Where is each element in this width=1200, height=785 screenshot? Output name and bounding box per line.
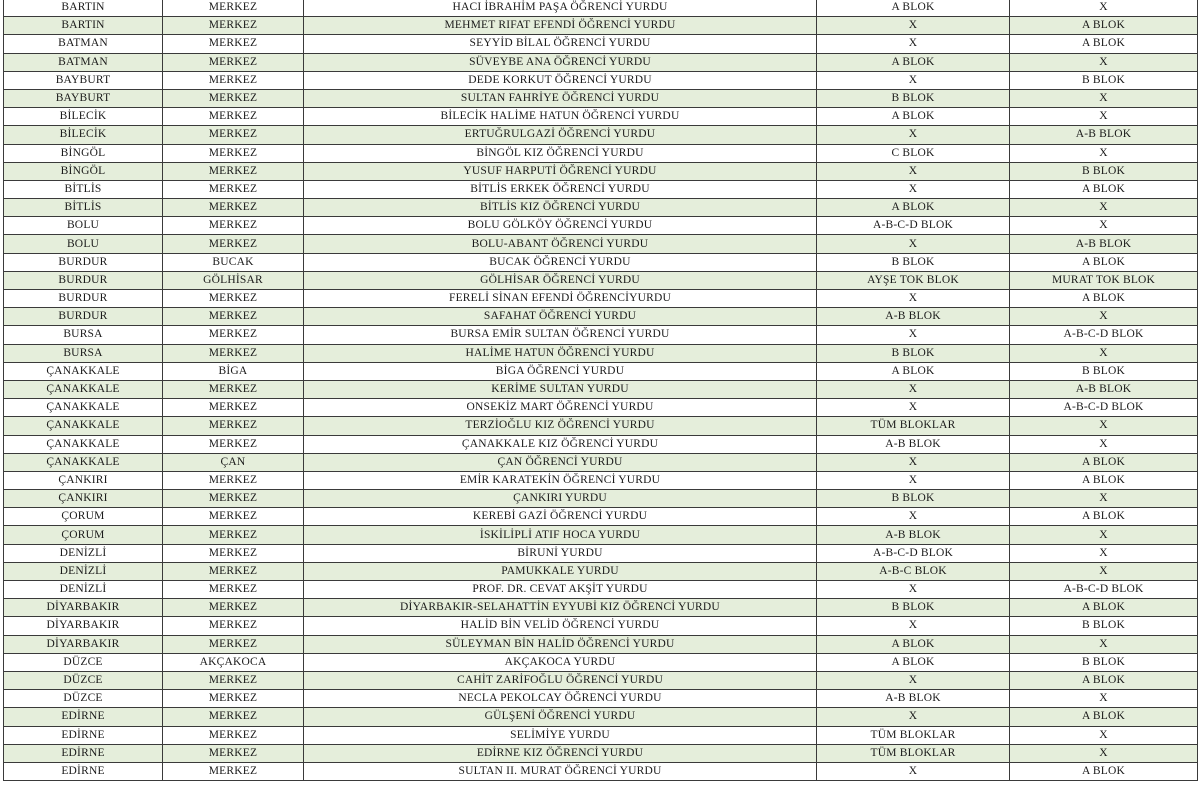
- city-cell: BİTLİS: [4, 199, 163, 217]
- table-row: [4, 17, 1198, 35]
- district-cell: MERKEZ: [163, 526, 304, 544]
- block-col-b-cell: X: [1010, 217, 1198, 235]
- city-cell: ÇORUM: [4, 508, 163, 526]
- city-cell: DENİZLİ: [4, 562, 163, 580]
- city-cell: DENİZLİ: [4, 544, 163, 562]
- dormitory-name-cell: GÜLŞENİ ÖĞRENCİ YURDU: [304, 708, 817, 726]
- dormitory-name-cell: SAFAHAT ÖĞRENCİ YURDU: [304, 308, 817, 326]
- table-row: [4, 235, 1198, 253]
- block-col-b-cell: X: [1010, 544, 1198, 562]
- table-row: [4, 126, 1198, 144]
- city-cell: ÇANAKKALE: [4, 380, 163, 398]
- table-row: [4, 417, 1198, 435]
- district-cell: BUCAK: [163, 253, 304, 271]
- block-col-b-cell: A BLOK: [1010, 17, 1198, 35]
- table-row: [4, 380, 1198, 398]
- city-cell: BURDUR: [4, 253, 163, 271]
- district-cell: MERKEZ: [163, 581, 304, 599]
- table-row: [4, 290, 1198, 308]
- block-col-b-cell: A BLOK: [1010, 453, 1198, 471]
- block-col-a-cell: C BLOK: [817, 144, 1010, 162]
- district-cell: MERKEZ: [163, 162, 304, 180]
- block-col-b-cell: A BLOK: [1010, 508, 1198, 526]
- block-col-a-cell: TÜM BLOKLAR: [817, 417, 1010, 435]
- district-cell: MERKEZ: [163, 344, 304, 362]
- block-col-b-cell: X: [1010, 108, 1198, 126]
- city-cell: EDİRNE: [4, 708, 163, 726]
- dormitory-name-cell: EMİR KARATEKİN ÖĞRENCİ YURDU: [304, 471, 817, 489]
- district-cell: MERKEZ: [163, 199, 304, 217]
- city-cell: BURSA: [4, 326, 163, 344]
- dormitory-name-cell: GÖLHİSAR ÖĞRENCİ YURDU: [304, 271, 817, 289]
- block-col-a-cell: B BLOK: [817, 253, 1010, 271]
- block-col-a-cell: TÜM BLOKLAR: [817, 726, 1010, 744]
- dormitory-name-cell: BİRUNİ YURDU: [304, 544, 817, 562]
- block-col-a-cell: X: [817, 581, 1010, 599]
- block-col-b-cell: A BLOK: [1010, 708, 1198, 726]
- district-cell: MERKEZ: [163, 708, 304, 726]
- block-col-a-cell: A-B-C-D BLOK: [817, 544, 1010, 562]
- district-cell: MERKEZ: [163, 290, 304, 308]
- block-col-b-cell: B BLOK: [1010, 617, 1198, 635]
- dormitory-name-cell: NECLA PEKOLCAY ÖĞRENCİ YURDU: [304, 690, 817, 708]
- dormitory-name-cell: SEYYİD BİLAL ÖĞRENCİ YURDU: [304, 35, 817, 53]
- block-col-a-cell: X: [817, 708, 1010, 726]
- block-col-b-cell: X: [1010, 526, 1198, 544]
- dormitory-name-cell: BİNGÖL KIZ ÖĞRENCİ YURDU: [304, 144, 817, 162]
- dormitory-name-cell: İSKİLİPLİ ATIF HOCA YURDU: [304, 526, 817, 544]
- district-cell: MERKEZ: [163, 726, 304, 744]
- table-row: [4, 653, 1198, 671]
- block-col-a-cell: A-B BLOK: [817, 690, 1010, 708]
- dormitory-table: [3, 0, 1198, 781]
- block-col-b-cell: A BLOK: [1010, 180, 1198, 198]
- block-col-a-cell: X: [817, 126, 1010, 144]
- block-col-a-cell: A-B-C BLOK: [817, 562, 1010, 580]
- table-row: [4, 581, 1198, 599]
- table-row: [4, 490, 1198, 508]
- table-row: [4, 744, 1198, 762]
- block-col-a-cell: AYŞE TOK BLOK: [817, 271, 1010, 289]
- block-col-b-cell: A-B BLOK: [1010, 380, 1198, 398]
- district-cell: MERKEZ: [163, 599, 304, 617]
- dormitory-name-cell: ÇANKIRI YURDU: [304, 490, 817, 508]
- dormitory-name-cell: PAMUKKALE YURDU: [304, 562, 817, 580]
- table-row: [4, 599, 1198, 617]
- city-cell: BİLECİK: [4, 108, 163, 126]
- city-cell: BİNGÖL: [4, 144, 163, 162]
- block-col-b-cell: X: [1010, 562, 1198, 580]
- block-col-a-cell: X: [817, 180, 1010, 198]
- block-col-b-cell: X: [1010, 435, 1198, 453]
- block-col-a-cell: A-B-C-D BLOK: [817, 217, 1010, 235]
- block-col-b-cell: B BLOK: [1010, 362, 1198, 380]
- district-cell: MERKEZ: [163, 762, 304, 780]
- block-col-a-cell: A BLOK: [817, 53, 1010, 71]
- city-cell: EDİRNE: [4, 762, 163, 780]
- district-cell: MERKEZ: [163, 108, 304, 126]
- city-cell: BURSA: [4, 344, 163, 362]
- district-cell: MERKEZ: [163, 53, 304, 71]
- block-col-a-cell: A BLOK: [817, 0, 1010, 17]
- dormitory-name-cell: KEREBİ GAZİ ÖĞRENCİ YURDU: [304, 508, 817, 526]
- block-col-b-cell: A-B-C-D BLOK: [1010, 326, 1198, 344]
- district-cell: MERKEZ: [163, 435, 304, 453]
- table-row: [4, 253, 1198, 271]
- city-cell: DÜZCE: [4, 653, 163, 671]
- block-col-a-cell: X: [817, 326, 1010, 344]
- dormitory-name-cell: HACI İBRAHİM PAŞA ÖĞRENCİ YURDU: [304, 0, 817, 17]
- dormitory-name-cell: BOLU-ABANT ÖĞRENCİ YURDU: [304, 235, 817, 253]
- table-row: [4, 708, 1198, 726]
- dormitory-name-cell: BİGA ÖĞRENCİ YURDU: [304, 362, 817, 380]
- block-col-a-cell: X: [817, 235, 1010, 253]
- city-cell: BOLU: [4, 235, 163, 253]
- block-col-a-cell: X: [817, 399, 1010, 417]
- block-col-a-cell: X: [817, 71, 1010, 89]
- table-row: [4, 89, 1198, 107]
- city-cell: ÇANAKKALE: [4, 362, 163, 380]
- table-row: [4, 671, 1198, 689]
- block-col-b-cell: A BLOK: [1010, 471, 1198, 489]
- block-col-b-cell: X: [1010, 417, 1198, 435]
- dormitory-name-cell: ERTUĞRULGAZİ ÖĞRENCİ YURDU: [304, 126, 817, 144]
- block-col-a-cell: A-B BLOK: [817, 526, 1010, 544]
- dormitory-name-cell: PROF. DR. CEVAT AKŞİT YURDU: [304, 581, 817, 599]
- block-col-a-cell: X: [817, 671, 1010, 689]
- table-row: [4, 362, 1198, 380]
- table-row: [4, 180, 1198, 198]
- block-col-b-cell: X: [1010, 635, 1198, 653]
- dormitory-name-cell: BİTLİS ERKEK ÖĞRENCİ YURDU: [304, 180, 817, 198]
- city-cell: DİYARBAKIR: [4, 617, 163, 635]
- block-col-a-cell: A-B BLOK: [817, 435, 1010, 453]
- dormitory-table-body: [4, 0, 1198, 781]
- district-cell: MERKEZ: [163, 490, 304, 508]
- block-col-b-cell: A-B BLOK: [1010, 126, 1198, 144]
- dormitory-name-cell: KERİME SULTAN YURDU: [304, 380, 817, 398]
- dormitory-name-cell: TERZİOĞLU KIZ ÖĞRENCİ YURDU: [304, 417, 817, 435]
- table-row: [4, 71, 1198, 89]
- block-col-a-cell: B BLOK: [817, 344, 1010, 362]
- block-col-b-cell: X: [1010, 344, 1198, 362]
- city-cell: BAYBURT: [4, 71, 163, 89]
- table-row: [4, 544, 1198, 562]
- city-cell: BURDUR: [4, 290, 163, 308]
- city-cell: BAYBURT: [4, 89, 163, 107]
- table-row: [4, 526, 1198, 544]
- block-col-a-cell: TÜM BLOKLAR: [817, 744, 1010, 762]
- city-cell: BİTLİS: [4, 180, 163, 198]
- table-row: [4, 471, 1198, 489]
- dormitory-name-cell: BOLU GÖLKÖY ÖĞRENCİ YURDU: [304, 217, 817, 235]
- district-cell: MERKEZ: [163, 617, 304, 635]
- block-col-a-cell: X: [817, 508, 1010, 526]
- district-cell: MERKEZ: [163, 399, 304, 417]
- block-col-b-cell: X: [1010, 53, 1198, 71]
- city-cell: BURDUR: [4, 308, 163, 326]
- district-cell: MERKEZ: [163, 635, 304, 653]
- block-col-a-cell: B BLOK: [817, 599, 1010, 617]
- table-row: [4, 617, 1198, 635]
- district-cell: MERKEZ: [163, 380, 304, 398]
- district-cell: MERKEZ: [163, 417, 304, 435]
- block-col-b-cell: MURAT TOK BLOK: [1010, 271, 1198, 289]
- block-col-b-cell: X: [1010, 744, 1198, 762]
- table-row: [4, 690, 1198, 708]
- city-cell: BATMAN: [4, 53, 163, 71]
- city-cell: ÇANAKKALE: [4, 435, 163, 453]
- block-col-b-cell: X: [1010, 690, 1198, 708]
- city-cell: BİNGÖL: [4, 162, 163, 180]
- district-cell: MERKEZ: [163, 671, 304, 689]
- district-cell: MERKEZ: [163, 35, 304, 53]
- dormitory-name-cell: EDİRNE KIZ ÖĞRENCİ YURDU: [304, 744, 817, 762]
- city-cell: EDİRNE: [4, 726, 163, 744]
- table-row: [4, 344, 1198, 362]
- district-cell: GÖLHİSAR: [163, 271, 304, 289]
- block-col-a-cell: X: [817, 290, 1010, 308]
- block-col-b-cell: A BLOK: [1010, 671, 1198, 689]
- district-cell: ÇAN: [163, 453, 304, 471]
- district-cell: MERKEZ: [163, 0, 304, 17]
- city-cell: BURDUR: [4, 271, 163, 289]
- dormitory-name-cell: HALİME HATUN ÖĞRENCİ YURDU: [304, 344, 817, 362]
- table-row: [4, 217, 1198, 235]
- dormitory-name-cell: AKÇAKOCA YURDU: [304, 653, 817, 671]
- district-cell: MERKEZ: [163, 217, 304, 235]
- block-col-b-cell: X: [1010, 199, 1198, 217]
- dormitory-name-cell: SULTAN II. MURAT ÖĞRENCİ YURDU: [304, 762, 817, 780]
- block-col-b-cell: B BLOK: [1010, 162, 1198, 180]
- block-col-b-cell: A-B-C-D BLOK: [1010, 581, 1198, 599]
- block-col-a-cell: A BLOK: [817, 635, 1010, 653]
- table-row: [4, 144, 1198, 162]
- dormitory-name-cell: MEHMET RIFAT EFENDİ ÖĞRENCİ YURDU: [304, 17, 817, 35]
- block-col-b-cell: A BLOK: [1010, 253, 1198, 271]
- district-cell: MERKEZ: [163, 235, 304, 253]
- district-cell: MERKEZ: [163, 326, 304, 344]
- city-cell: DÜZCE: [4, 671, 163, 689]
- block-col-a-cell: A-B BLOK: [817, 308, 1010, 326]
- dormitory-name-cell: ÇANAKKALE KIZ ÖĞRENCİ YURDU: [304, 435, 817, 453]
- dormitory-name-cell: ONSEKİZ MART ÖĞRENCİ YURDU: [304, 399, 817, 417]
- table-row: [4, 562, 1198, 580]
- district-cell: MERKEZ: [163, 744, 304, 762]
- block-col-b-cell: X: [1010, 308, 1198, 326]
- table-row: [4, 199, 1198, 217]
- district-cell: MERKEZ: [163, 562, 304, 580]
- block-col-b-cell: X: [1010, 0, 1198, 17]
- table-row: [4, 271, 1198, 289]
- block-col-a-cell: X: [817, 380, 1010, 398]
- district-cell: MERKEZ: [163, 690, 304, 708]
- block-col-a-cell: A BLOK: [817, 108, 1010, 126]
- district-cell: MERKEZ: [163, 126, 304, 144]
- city-cell: BARTIN: [4, 17, 163, 35]
- district-cell: MERKEZ: [163, 71, 304, 89]
- block-col-a-cell: X: [817, 35, 1010, 53]
- district-cell: MERKEZ: [163, 544, 304, 562]
- district-cell: MERKEZ: [163, 144, 304, 162]
- city-cell: BİLECİK: [4, 126, 163, 144]
- table-row: [4, 399, 1198, 417]
- dormitory-name-cell: DİYARBAKIR-SELAHATTİN EYYUBİ KIZ ÖĞRENCİ YURDU: [304, 599, 817, 617]
- block-col-b-cell: X: [1010, 490, 1198, 508]
- dormitory-name-cell: CAHİT ZARİFOĞLU ÖĞRENCİ YURDU: [304, 671, 817, 689]
- district-cell: MERKEZ: [163, 17, 304, 35]
- table-row: [4, 108, 1198, 126]
- block-col-b-cell: A BLOK: [1010, 290, 1198, 308]
- table-row: [4, 508, 1198, 526]
- city-cell: EDİRNE: [4, 744, 163, 762]
- table-row: [4, 762, 1198, 780]
- city-cell: DÜZCE: [4, 690, 163, 708]
- block-col-a-cell: B BLOK: [817, 490, 1010, 508]
- table-row: [4, 326, 1198, 344]
- dormitory-name-cell: YUSUF HARPUTİ ÖĞRENCİ YURDU: [304, 162, 817, 180]
- block-col-b-cell: A-B-C-D BLOK: [1010, 399, 1198, 417]
- district-cell: MERKEZ: [163, 508, 304, 526]
- district-cell: BİGA: [163, 362, 304, 380]
- table-row: [4, 162, 1198, 180]
- block-col-b-cell: X: [1010, 89, 1198, 107]
- block-col-b-cell: X: [1010, 144, 1198, 162]
- dormitory-name-cell: FERELİ SİNAN EFENDİ ÖĞRENCİYURDU: [304, 290, 817, 308]
- dormitory-name-cell: BUCAK ÖĞRENCİ YURDU: [304, 253, 817, 271]
- block-col-b-cell: A-B BLOK: [1010, 235, 1198, 253]
- dormitory-name-cell: SÜVEYBE ANA ÖĞRENCİ YURDU: [304, 53, 817, 71]
- city-cell: ÇANAKKALE: [4, 399, 163, 417]
- block-col-b-cell: A BLOK: [1010, 599, 1198, 617]
- dormitory-name-cell: BİTLİS KIZ ÖĞRENCİ YURDU: [304, 199, 817, 217]
- city-cell: BARTIN: [4, 0, 163, 17]
- block-col-a-cell: X: [817, 617, 1010, 635]
- district-cell: AKÇAKOCA: [163, 653, 304, 671]
- city-cell: BATMAN: [4, 35, 163, 53]
- city-cell: ÇORUM: [4, 526, 163, 544]
- block-col-b-cell: B BLOK: [1010, 653, 1198, 671]
- table-row: [4, 308, 1198, 326]
- block-col-a-cell: A BLOK: [817, 653, 1010, 671]
- table-row: [4, 453, 1198, 471]
- dormitory-name-cell: DEDE KORKUT ÖĞRENCİ YURDU: [304, 71, 817, 89]
- dormitory-name-cell: HALİD BİN VELİD ÖĞRENCİ YURDU: [304, 617, 817, 635]
- city-cell: DİYARBAKIR: [4, 635, 163, 653]
- block-col-a-cell: X: [817, 471, 1010, 489]
- block-col-a-cell: A BLOK: [817, 362, 1010, 380]
- block-col-b-cell: X: [1010, 726, 1198, 744]
- district-cell: MERKEZ: [163, 308, 304, 326]
- block-col-b-cell: A BLOK: [1010, 35, 1198, 53]
- district-cell: MERKEZ: [163, 89, 304, 107]
- district-cell: MERKEZ: [163, 180, 304, 198]
- block-col-a-cell: X: [817, 17, 1010, 35]
- city-cell: BOLU: [4, 217, 163, 235]
- dormitory-name-cell: BİLECİK HALİME HATUN ÖĞRENCİ YURDU: [304, 108, 817, 126]
- dormitory-name-cell: SULTAN FAHRİYE ÖĞRENCİ YURDU: [304, 89, 817, 107]
- table-row: [4, 435, 1198, 453]
- table-row: [4, 635, 1198, 653]
- dormitory-name-cell: SELİMİYE YURDU: [304, 726, 817, 744]
- block-col-b-cell: B BLOK: [1010, 71, 1198, 89]
- dormitory-name-cell: ÇAN ÖĞRENCİ YURDU: [304, 453, 817, 471]
- city-cell: ÇANAKKALE: [4, 453, 163, 471]
- block-col-a-cell: X: [817, 453, 1010, 471]
- dormitory-name-cell: SÜLEYMAN BİN HALİD ÖĞRENCİ YURDU: [304, 635, 817, 653]
- city-cell: DENİZLİ: [4, 581, 163, 599]
- block-col-a-cell: A BLOK: [817, 199, 1010, 217]
- table-row: [4, 0, 1198, 17]
- district-cell: MERKEZ: [163, 471, 304, 489]
- block-col-a-cell: X: [817, 162, 1010, 180]
- dormitory-name-cell: BURSA EMİR SULTAN ÖĞRENCİ YURDU: [304, 326, 817, 344]
- table-row: [4, 53, 1198, 71]
- table-row: [4, 726, 1198, 744]
- city-cell: ÇANKIRI: [4, 471, 163, 489]
- city-cell: ÇANKIRI: [4, 490, 163, 508]
- city-cell: DİYARBAKIR: [4, 599, 163, 617]
- block-col-a-cell: X: [817, 762, 1010, 780]
- city-cell: ÇANAKKALE: [4, 417, 163, 435]
- block-col-b-cell: A BLOK: [1010, 762, 1198, 780]
- block-col-a-cell: B BLOK: [817, 89, 1010, 107]
- table-row: [4, 35, 1198, 53]
